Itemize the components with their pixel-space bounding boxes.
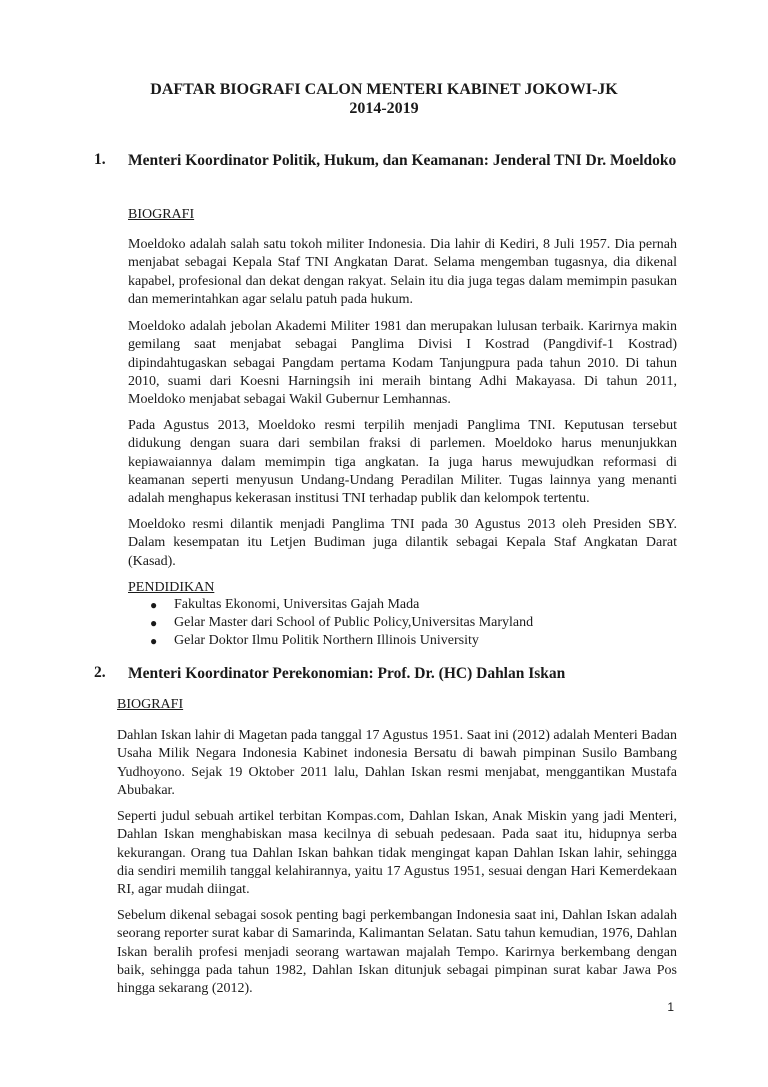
- section-heading: Menteri Koordinator Politik, Hukum, dan Keamanan: Jenderal TNI Dr. Moeldoko: [128, 152, 677, 169]
- paragraph: Moeldoko adalah salah satu tokoh militer Indonesia. Dia lahir di Kediri, 8 Juli 1957. Dia pernah menjabat sebagai Kepala Staf TNI Angkatan Darat. Selama mengemban tugasnya, dia dikenal kapabel, profesional dan dekat dengan rakyat. Selain itu dia juga tegas dalam memimpin pasukan dan memerintahkan agar selalu patuh pada hukum.: [128, 237, 677, 307]
- bullet-icon: ●: [150, 598, 158, 612]
- education-list: [150, 596, 670, 650]
- document-title-years: 2014-2019: [349, 100, 419, 117]
- paragraph: Seperti judul sebuah artikel terbitan Kompas.com, Dahlan Iskan, Anak Miskin yang jadi Menteri, Dahlan Iskan menghabiskan masa kecilnya di sebuah pedesaan. Pada saat itu, hidupnya serba kekurangan. Orang tua Dahlan Iskan bahkan tidak mengingat kapan Dahlan Iskan lahir, sehingga dia sendiri memilih tanggal kelahirannya, yaitu 17 Agustus 1951, sesuai dengan Hari Kemerdekaan RI, agar mudah diingat.: [117, 809, 677, 898]
- section-heading: Menteri Koordinator Perekonomian: Prof. Dr. (HC) Dahlan Iskan: [128, 665, 566, 682]
- paragraph: Sebelum dikenal sebagai sosok penting bagi perkembangan Indonesia saat ini, Dahlan Iskan adalah seorang reporter surat kabar di Samarinda, Kalimantan Selatan. Satu tahun kemudian, 1976, Dahlan Iskan beralih profesi menjadi seorang wartawan majalah Tempo. Karirnya berkembang dengan baik, sehingga pada tahun 1982, Dahlan Iskan ditunjuk sebagai pimpinan surat kabar Jawa Pos hingga sekarang (2012).: [117, 908, 677, 997]
- biography-label: BIOGRAFI: [117, 697, 184, 712]
- document-title: DAFTAR BIOGRAFI CALON MENTERI KABINET JOKOWI-JK: [150, 81, 618, 98]
- biography-label: BIOGRAFI: [128, 207, 195, 222]
- education-label: PENDIDIKAN: [128, 580, 215, 595]
- list-item: ● Gelar Master dari School of Public Policy,Universitas Maryland: [150, 615, 534, 630]
- paragraph: Dahlan Iskan lahir di Magetan pada tanggal 17 Agustus 1951. Saat ini (2012) adalah Menteri Badan Usaha Milik Negara Indonesia Kabinet indonesia Bersatu di bawah pimpinan Susilo Bambang Yudhoyono. Sejak 19 Oktober 2011 lalu, Dahlan Iskan resmi menjabat, menggantikan Mustafa Abubakar.: [117, 728, 677, 798]
- list-item: ● Gelar Doktor Ilmu Politik Northern Illinois University: [150, 633, 479, 648]
- bullet-icon: ●: [150, 616, 158, 630]
- section-number: 2.: [94, 664, 106, 681]
- paragraph: Pada Agustus 2013, Moeldoko resmi terpilih menjadi Panglima TNI. Keputusan tersebut didukung dengan suara dari sembilan fraksi di parlemen. Moeldoko harus menunjukkan kepiawaiannya dalam memimpin tiga angkatan. Ia juga harus mewujudkan reformasi di keamanan seperti menyusun Undang-Undang Peradilan Militer. Tugas lainnya yang menanti adalah menghapus kekerasan institusi TNI terhadap publik dan kelompok tertentu.: [128, 418, 677, 507]
- section-number: 1.: [94, 151, 106, 168]
- list-item: ● Fakultas Ekonomi, Universitas Gajah Mada: [150, 597, 420, 612]
- bullet-icon: ●: [150, 634, 158, 648]
- page-number: 1: [667, 1000, 674, 1014]
- paragraph: Moeldoko adalah jebolan Akademi Militer 1981 dan merupakan lulusan terbaik. Karirnya makin gemilang saat menjabat sebagai Panglima Divisi I Kostrad (Pangdivif-1 Kostrad) dipindahtugaskan sebagai Pangdam pertama Kodam Tanjungpura pada tahun 2010. Di tahun 2010, suami dari Koesni Harningsih ini meraih bintang Adhi Makayasa. Di tahun 2011, Moeldoko menjabat sebagai Wakil Gubernur Lemhannas.: [128, 319, 677, 408]
- paragraph: Moeldoko resmi dilantik menjadi Panglima TNI pada 30 Agustus 2013 oleh Presiden SBY. Dalam kesempatan itu Letjen Budiman juga dilantik sebagai Kepala Staf Angkatan Darat (Kasad).: [128, 517, 677, 569]
